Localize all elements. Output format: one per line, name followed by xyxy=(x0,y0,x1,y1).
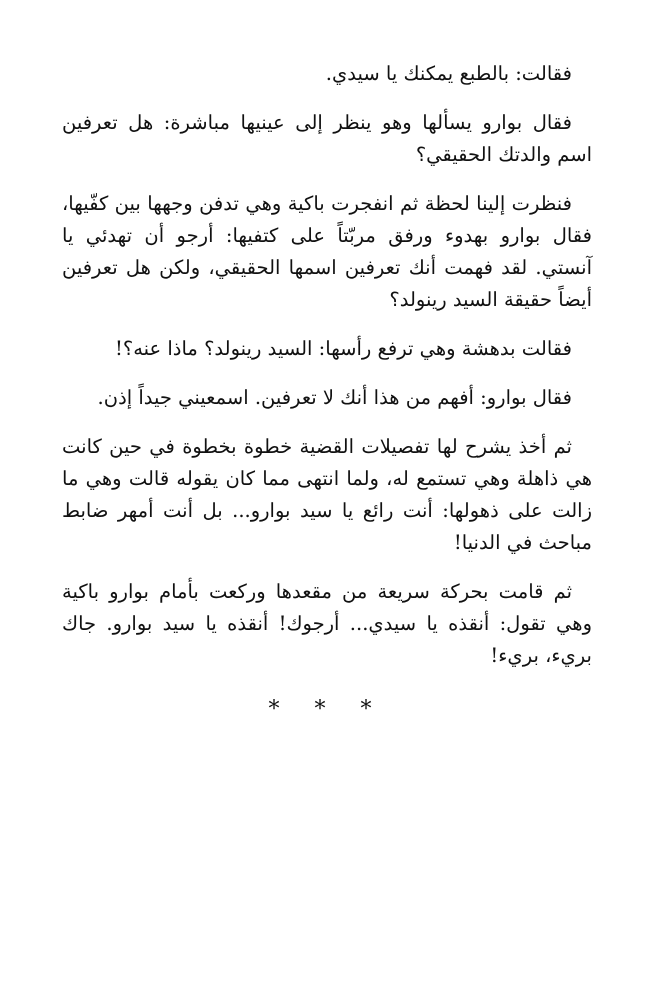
paragraph-5: فقال بوارو: أفهم من هذا أنك لا تعرفين. اسمعيني جيداً إذن. xyxy=(97,386,572,409)
paragraph-7: ثم قامت بحركة سريعة من مقعدها وركعت بأمام بوارو باكية وهي تقول: أنقذه يا سيدي... أرجوك! أنقذه يا سيد بوارو. جاك بريء، بريء! xyxy=(62,580,592,667)
book-page xyxy=(62,58,592,726)
paragraph-2: فقال بوارو يسألها وهو ينظر إلى عينيها مباشرة: هل تعرفين اسم والدتك الحقيقي؟ xyxy=(62,111,592,166)
paragraph-3: فنظرت إلينا لحظة ثم انفجرت باكية وهي تدفن وجهها بين كفّيها، فقال بوارو بهدوء ورفق مربّتاً على كتفيها: أرجو أن تهدئي يا آنستي. لقد فهمت أنك تعرفين اسمها الحقيقي، ولكن هل تعرفين أيضاً حقيقة السيد رينولد؟ xyxy=(62,192,592,311)
paragraph-6: ثم أخذ يشرح لها تفصيلات القضية خطوة بخطوة في حين كانت هي ذاهلة وهي تستمع له، ولما انتهى مما كان يقوله قالت وهي ما زالت على ذهولها: أنت رائع يا سيد بوارو... بل أنت أمهر ضابط مباحث في الدنيا! xyxy=(62,435,592,554)
section-separator: * * * xyxy=(268,697,386,722)
paragraph-4: فقالت بدهشة وهي ترفع رأسها: السيد رينولد؟ ماذا عنه؟! xyxy=(115,337,572,360)
paragraph-1: فقالت: بالطبع يمكنك يا سيدي. xyxy=(325,62,572,85)
